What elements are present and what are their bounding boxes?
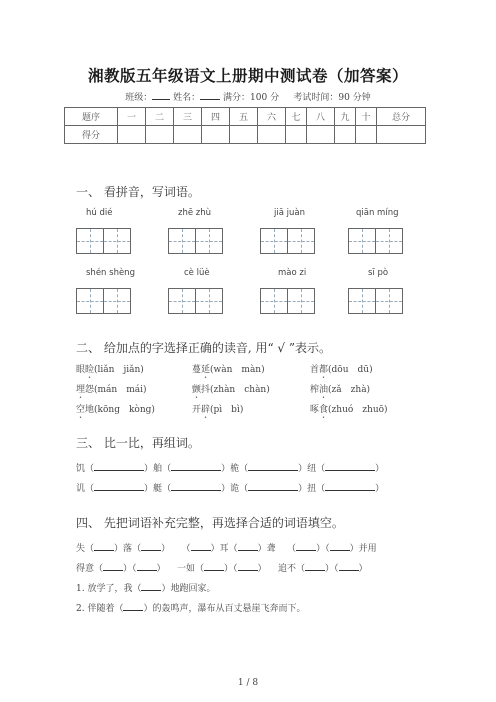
name-label: 姓名： <box>173 93 201 103</box>
answer-blank[interactable] <box>248 462 298 471</box>
score-header-cell: 十 <box>356 108 377 126</box>
answer-blank[interactable] <box>171 482 221 491</box>
answer-blank[interactable] <box>339 562 359 571</box>
pinyin-label: cè lüè <box>184 268 210 278</box>
grid-cell[interactable] <box>103 228 131 254</box>
class-blank[interactable] <box>152 90 170 100</box>
score-header-cell: 八 <box>307 108 335 126</box>
writing-grid[interactable] <box>348 228 402 254</box>
score-cell[interactable] <box>174 126 202 144</box>
exam-time: 考试时间：90 分钟 <box>293 93 371 103</box>
writing-grid[interactable] <box>76 288 130 314</box>
exam-info-line <box>0 90 496 103</box>
score-header-cell: 七 <box>286 108 307 126</box>
score-header-cell: 题序 <box>65 108 118 126</box>
answer-blank[interactable] <box>171 462 221 471</box>
pinyin-label: mào zi <box>278 268 307 278</box>
score-header-cell: 六 <box>258 108 286 126</box>
pinyin-label: shén shèng <box>86 268 135 278</box>
score-header-cell: 一 <box>118 108 146 126</box>
score-cell[interactable] <box>202 126 230 144</box>
score-cell[interactable] <box>230 126 258 144</box>
grid-cell[interactable] <box>76 288 104 314</box>
score-header-cell: 总分 <box>377 108 426 126</box>
reading-option: 空地(kōng kòng) <box>76 405 155 415</box>
section3-heading: 三、 比一比，再组词。 <box>76 436 200 450</box>
score-cell[interactable] <box>307 126 335 144</box>
pinyin-label: hú dié <box>86 208 113 218</box>
score-cell[interactable] <box>335 126 356 144</box>
grid-cell[interactable] <box>195 288 223 314</box>
grid-cell[interactable] <box>168 228 196 254</box>
writing-grid[interactable] <box>260 228 314 254</box>
grid-cell[interactable] <box>375 228 403 254</box>
answer-blank[interactable] <box>94 482 144 491</box>
score-cell[interactable] <box>377 126 426 144</box>
section2-heading: 二、 给加点的字选择正确的读音, 用“ √ ”表示。 <box>76 341 331 355</box>
section4-heading: 四、 先把词语补充完整，再选择合适的词语填空。 <box>76 516 344 530</box>
answer-blank[interactable] <box>94 462 144 471</box>
fill-sentence: 2. 伴随着（ ）的轰鸣声，瀑布从百丈悬崖飞奔而下。 <box>76 604 306 614</box>
idiom-row: 失（ ）落（ ） （ ）耳（ ）聋 （ ）（ ）并用 <box>76 544 377 554</box>
reading-option: 颤抖(zhàn chàn) <box>192 385 270 395</box>
score-header-cell: 二 <box>146 108 174 126</box>
page-title: 湘教版五年级语文上册期中测试卷（加答案） <box>87 67 408 85</box>
score-cell[interactable] <box>118 126 146 144</box>
answer-blank[interactable] <box>103 562 123 571</box>
pinyin-label: zhē zhù <box>178 208 212 218</box>
writing-grid[interactable] <box>348 288 402 314</box>
pinyin-label: jiā juàn <box>274 208 305 218</box>
grid-cell[interactable] <box>168 288 196 314</box>
answer-blank[interactable] <box>325 482 375 491</box>
reading-option: 啄食(zhuó zhuō) <box>310 405 388 415</box>
answer-blank[interactable] <box>238 562 258 571</box>
grid-cell[interactable] <box>260 288 288 314</box>
score-cell[interactable] <box>286 126 307 144</box>
compare-row: 讥（ ）艇（ ）诡（ ）扭（ ） <box>76 484 385 494</box>
score-header-cell: 四 <box>202 108 230 126</box>
compare-row: 饥（ ）舶（ ）桅（ ）纽（ ） <box>76 464 385 474</box>
reading-option: 埋怨(mán mái) <box>76 385 147 395</box>
page-number: 1 / 8 <box>237 678 259 688</box>
reading-option: 蔓延(wàn màn) <box>192 365 265 375</box>
reading-option: 首都(dōu dū) <box>310 365 373 375</box>
score-cell[interactable] <box>146 126 174 144</box>
answer-blank[interactable] <box>137 562 157 571</box>
score-cell[interactable] <box>258 126 286 144</box>
answer-blank[interactable] <box>305 562 325 571</box>
grid-cell[interactable] <box>287 228 315 254</box>
answer-blank[interactable] <box>141 582 161 591</box>
answer-blank[interactable] <box>191 542 211 551</box>
score-table-header-row <box>65 108 426 126</box>
answer-blank[interactable] <box>141 542 161 551</box>
answer-blank[interactable] <box>94 542 114 551</box>
answer-blank[interactable] <box>325 462 375 471</box>
answer-blank[interactable] <box>238 542 258 551</box>
grid-cell[interactable] <box>76 228 104 254</box>
answer-blank[interactable] <box>204 562 224 571</box>
answer-blank[interactable] <box>123 602 143 611</box>
answer-blank[interactable] <box>248 482 298 491</box>
answer-blank[interactable] <box>296 542 316 551</box>
fill-sentence: 1. 放学了，我（ ）地跑回家。 <box>76 584 216 594</box>
grid-cell[interactable] <box>348 228 376 254</box>
reading-option: 开辟(pì bì) <box>192 405 244 415</box>
grid-cell[interactable] <box>287 288 315 314</box>
reading-option: 榨油(zǎ zhà) <box>310 385 371 395</box>
name-blank[interactable] <box>200 90 220 100</box>
idiom-row: 得意（ ）（ ） 一如（ ）（ ） 追不（ ）（ ） <box>76 564 368 574</box>
writing-grid[interactable] <box>168 288 222 314</box>
writing-grid[interactable] <box>168 228 222 254</box>
writing-grid[interactable] <box>76 228 130 254</box>
score-table-score-row <box>65 126 426 144</box>
grid-cell[interactable] <box>195 228 223 254</box>
score-header-cell: 九 <box>335 108 356 126</box>
pinyin-label: qiān míng <box>356 208 399 218</box>
grid-cell[interactable] <box>348 288 376 314</box>
grid-cell[interactable] <box>260 228 288 254</box>
grid-cell[interactable] <box>375 288 403 314</box>
score-cell[interactable] <box>356 126 377 144</box>
score-header-cell: 五 <box>230 108 258 126</box>
answer-blank[interactable] <box>330 542 350 551</box>
score-header-cell: 三 <box>174 108 202 126</box>
class-label: 班级： <box>125 93 153 103</box>
pinyin-label: sī pò <box>368 268 389 278</box>
section1-heading: 一、 看拼音，写词语。 <box>76 185 200 199</box>
grid-cell[interactable] <box>103 288 131 314</box>
full-score: 满分：100 分 <box>223 93 280 103</box>
score-row-label: 得分 <box>65 126 118 144</box>
reading-option: 眼睑(liǎn jiǎn) <box>76 365 144 375</box>
writing-grid[interactable] <box>260 288 314 314</box>
score-table <box>64 107 426 144</box>
